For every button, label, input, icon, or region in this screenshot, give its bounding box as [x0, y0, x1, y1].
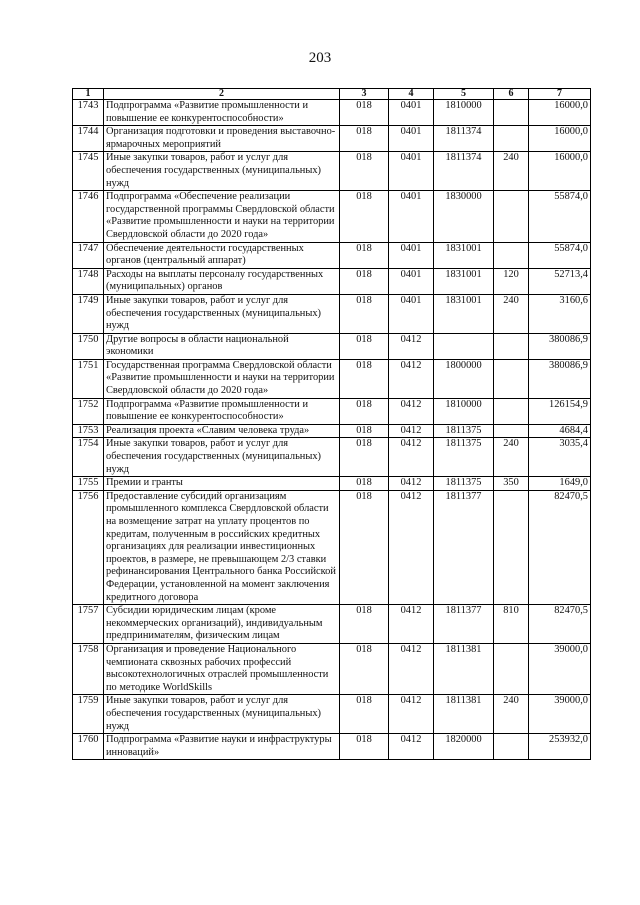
row-amount: 82470,5	[529, 490, 591, 604]
row-ministry-code: 018	[340, 695, 389, 734]
column-header: 5	[434, 89, 494, 100]
row-amount: 16000,0	[529, 126, 591, 152]
row-ministry-code: 018	[340, 242, 389, 268]
row-target-code: 1830000	[434, 191, 494, 242]
table-row	[73, 242, 591, 268]
row-name: Подпрограмма «Развитие промышленности и повышение ее конкурентоспособности»	[104, 100, 340, 126]
table-row	[73, 424, 591, 438]
header-row	[73, 89, 591, 100]
row-ministry-code: 018	[340, 643, 389, 694]
table-row	[73, 100, 591, 126]
row-name: Предоставление субсидий организациям промышленного комплекса Свердловской области на возмещение затрат на уплату процентов по кредитам, полученным в российских кредитных организациях для реализации инвестиционных проектов, в размере, не превышающем 2/3 ставки рефинансирования Центрального банка Российской Федерации, установленной на момент заключения кредитного договора	[104, 490, 340, 604]
row-expense-type	[494, 643, 529, 694]
row-target-code: 1810000	[434, 398, 494, 424]
row-target-code: 1811375	[434, 424, 494, 438]
row-target-code: 1800000	[434, 359, 494, 398]
row-section-code: 0412	[389, 333, 434, 359]
row-target-code: 1811381	[434, 643, 494, 694]
row-amount: 253932,0	[529, 734, 591, 760]
row-target-code: 1820000	[434, 734, 494, 760]
row-expense-type: 120	[494, 268, 529, 294]
row-section-code: 0401	[389, 126, 434, 152]
row-section-code: 0412	[389, 734, 434, 760]
row-target-code: 1811381	[434, 695, 494, 734]
row-section-code: 0412	[389, 643, 434, 694]
row-expense-type: 350	[494, 477, 529, 491]
row-number: 1747	[73, 242, 104, 268]
row-target-code	[434, 333, 494, 359]
row-amount: 1649,0	[529, 477, 591, 491]
row-expense-type	[494, 333, 529, 359]
row-amount: 380086,9	[529, 333, 591, 359]
row-number: 1754	[73, 438, 104, 477]
row-target-code: 1831001	[434, 268, 494, 294]
table-row	[73, 734, 591, 760]
row-expense-type	[494, 398, 529, 424]
row-section-code: 0412	[389, 490, 434, 604]
row-amount: 4684,4	[529, 424, 591, 438]
column-header: 1	[73, 89, 104, 100]
table-row	[73, 126, 591, 152]
row-name: Субсидии юридическим лицам (кроме некоммерческих организаций), индивидуальным предпринимателям, физическим лицам	[104, 605, 340, 644]
row-number: 1751	[73, 359, 104, 398]
table-row	[73, 695, 591, 734]
row-target-code: 1810000	[434, 100, 494, 126]
row-amount: 39000,0	[529, 695, 591, 734]
page-number: 203	[308, 50, 332, 66]
row-amount: 52713,4	[529, 268, 591, 294]
row-number: 1756	[73, 490, 104, 604]
row-ministry-code: 018	[340, 398, 389, 424]
column-header: 3	[340, 89, 389, 100]
row-target-code: 1811375	[434, 477, 494, 491]
row-section-code: 0412	[389, 424, 434, 438]
table-row	[73, 191, 591, 242]
row-section-code: 0412	[389, 398, 434, 424]
row-section-code: 0412	[389, 359, 434, 398]
column-header: 6	[494, 89, 529, 100]
row-name: Подпрограмма «Развитие науки и инфраструктуры инноваций»	[104, 734, 340, 760]
row-expense-type	[494, 126, 529, 152]
table-row	[73, 605, 591, 644]
row-expense-type	[494, 359, 529, 398]
row-ministry-code: 018	[340, 359, 389, 398]
row-name: Организация подготовки и проведения выставочно-ярмарочных мероприятий	[104, 126, 340, 152]
row-ministry-code: 018	[340, 268, 389, 294]
row-expense-type: 240	[494, 294, 529, 333]
row-number: 1745	[73, 152, 104, 191]
row-target-code: 1811377	[434, 490, 494, 604]
row-expense-type	[494, 424, 529, 438]
row-ministry-code: 018	[340, 126, 389, 152]
table-row	[73, 152, 591, 191]
row-number: 1744	[73, 126, 104, 152]
row-name: Государственная программа Свердловской области «Развитие промышленности и науки на территории Свердловской области до 2020 года»	[104, 359, 340, 398]
row-number: 1743	[73, 100, 104, 126]
row-expense-type: 240	[494, 695, 529, 734]
row-section-code: 0401	[389, 100, 434, 126]
budget-table	[72, 88, 591, 760]
row-section-code: 0401	[389, 242, 434, 268]
row-name: Реализация проекта «Славим человека труда»	[104, 424, 340, 438]
row-amount: 55874,0	[529, 242, 591, 268]
table-row	[73, 398, 591, 424]
row-name: Обеспечение деятельности государственных органов (центральный аппарат)	[104, 242, 340, 268]
row-amount: 16000,0	[529, 100, 591, 126]
row-target-code: 1831001	[434, 294, 494, 333]
row-number: 1755	[73, 477, 104, 491]
row-name: Иные закупки товаров, работ и услуг для обеспечения государственных (муниципальных) нужд	[104, 438, 340, 477]
row-expense-type: 240	[494, 152, 529, 191]
row-section-code: 0401	[389, 294, 434, 333]
row-number: 1758	[73, 643, 104, 694]
row-name: Подпрограмма «Обеспечение реализации государственной программы Свердловской области «Развитие промышленности и науки на территории Свердловской области до 2020 года»	[104, 191, 340, 242]
row-expense-type: 240	[494, 438, 529, 477]
row-name: Иные закупки товаров, работ и услуг для обеспечения государственных (муниципальных) нужд	[104, 294, 340, 333]
row-section-code: 0412	[389, 695, 434, 734]
row-target-code: 1811377	[434, 605, 494, 644]
row-section-code: 0412	[389, 477, 434, 491]
row-section-code: 0412	[389, 438, 434, 477]
row-name: Подпрограмма «Развитие промышленности и повышение ее конкурентоспособности»	[104, 398, 340, 424]
row-target-code: 1811374	[434, 126, 494, 152]
column-header: 2	[104, 89, 340, 100]
row-ministry-code: 018	[340, 294, 389, 333]
row-ministry-code: 018	[340, 438, 389, 477]
row-number: 1760	[73, 734, 104, 760]
row-expense-type	[494, 734, 529, 760]
row-amount: 39000,0	[529, 643, 591, 694]
row-number: 1748	[73, 268, 104, 294]
row-ministry-code: 018	[340, 605, 389, 644]
row-number: 1757	[73, 605, 104, 644]
table-row	[73, 643, 591, 694]
row-target-code: 1831001	[434, 242, 494, 268]
row-ministry-code: 018	[340, 490, 389, 604]
table-row	[73, 359, 591, 398]
row-ministry-code: 018	[340, 152, 389, 191]
row-expense-type	[494, 100, 529, 126]
row-amount: 82470,5	[529, 605, 591, 644]
row-target-code: 1811374	[434, 152, 494, 191]
row-number: 1753	[73, 424, 104, 438]
row-name: Иные закупки товаров, работ и услуг для обеспечения государственных (муниципальных) нужд	[104, 152, 340, 191]
table-row	[73, 438, 591, 477]
row-name: Расходы на выплаты персоналу государственных (муниципальных) органов	[104, 268, 340, 294]
row-section-code: 0412	[389, 605, 434, 644]
row-amount: 16000,0	[529, 152, 591, 191]
table-row	[73, 294, 591, 333]
row-number: 1749	[73, 294, 104, 333]
row-ministry-code: 018	[340, 100, 389, 126]
row-expense-type: 810	[494, 605, 529, 644]
row-ministry-code: 018	[340, 333, 389, 359]
table-row	[73, 268, 591, 294]
row-amount: 3035,4	[529, 438, 591, 477]
row-expense-type	[494, 490, 529, 604]
row-target-code: 1811375	[434, 438, 494, 477]
table-row	[73, 477, 591, 491]
row-number: 1752	[73, 398, 104, 424]
row-name: Премии и гранты	[104, 477, 340, 491]
row-expense-type	[494, 191, 529, 242]
column-header: 7	[529, 89, 591, 100]
row-ministry-code: 018	[340, 424, 389, 438]
row-amount: 126154,9	[529, 398, 591, 424]
row-number: 1750	[73, 333, 104, 359]
row-section-code: 0401	[389, 152, 434, 191]
row-section-code: 0401	[389, 191, 434, 242]
row-name: Иные закупки товаров, работ и услуг для обеспечения государственных (муниципальных) нужд	[104, 695, 340, 734]
row-ministry-code: 018	[340, 477, 389, 491]
column-header: 4	[389, 89, 434, 100]
row-expense-type	[494, 242, 529, 268]
row-number: 1759	[73, 695, 104, 734]
row-amount: 3160,6	[529, 294, 591, 333]
row-section-code: 0401	[389, 268, 434, 294]
table-row	[73, 490, 591, 604]
row-ministry-code: 018	[340, 191, 389, 242]
row-name: Организация и проведение Национального чемпионата сквозных рабочих профессий высокотехнологичных отраслей промышленности по методике WorldSkills	[104, 643, 340, 694]
row-name: Другие вопросы в области национальной экономики	[104, 333, 340, 359]
row-ministry-code: 018	[340, 734, 389, 760]
row-amount: 55874,0	[529, 191, 591, 242]
row-amount: 380086,9	[529, 359, 591, 398]
table-row	[73, 333, 591, 359]
row-number: 1746	[73, 191, 104, 242]
